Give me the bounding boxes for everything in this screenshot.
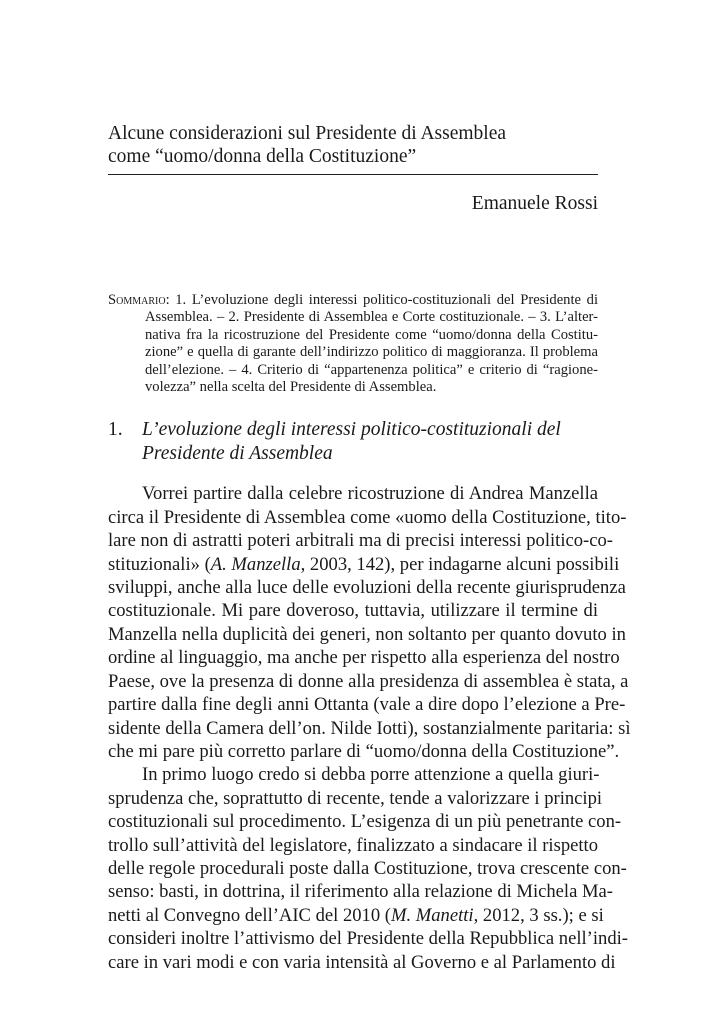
summary-line-2: Assemblea. – 2. Presidente di Assemblea e Corte costituzionale. – 3. L’alter-	[145, 309, 598, 326]
citation-manetti: M. Manetti	[390, 904, 474, 926]
summary-line-1: Sommario: 1. L’evoluzione degli interessi politico-costituzionali del Presidente di	[108, 292, 598, 308]
p1-line-4: stituzionali» (A. Manzella, 2003, 142), per indagarne alcuni possibili	[108, 553, 620, 575]
body-text	[108, 482, 631, 974]
summary-line-4: zione” e quella di garante dell’indirizzo politico di maggioranza. Il problema	[145, 344, 598, 361]
p1-line-9: Paese, ove la presenza di donne alla presidenza di assemblea è stata, a	[108, 670, 629, 692]
summary-label: Sommario:	[108, 292, 170, 308]
p2-line-5: delle regole procedurali poste dalla Costituzione, trova crescente con-	[108, 857, 627, 879]
p1-line-1: Vorrei partire dalla celebre ricostruzione di Andrea Manzella	[142, 483, 598, 505]
summary-line-5: dell’elezione. – 4. Criterio di “appartenenza politica” e criterio di “ragione-	[145, 361, 598, 378]
p2-line-4: trollo sull’attività del legislatore, finalizzato a sindacare il rispetto	[108, 834, 598, 856]
article-title-line-1: Alcune considerazioni sul Presidente di Assemblea	[108, 123, 507, 144]
author-name: Emanuele Rossi	[471, 193, 598, 214]
p2-line-3: costituzionali sul procedimento. L’esigenza di un più penetrante con-	[108, 811, 622, 833]
summary-line-3: nativa fra la ricostruzione del Presidente come “uomo/donna della Costitu-	[145, 326, 598, 343]
article-title-line-2: come “uomo/donna della Costituzione”	[108, 146, 417, 167]
page	[108, 122, 631, 974]
p1-line-7: Manzella nella duplicità dei generi, non soltanto per quanto dovuto in	[108, 623, 626, 645]
title-rule	[108, 174, 598, 175]
p2-line-8: consideri inoltre l’attivismo del Presidente della Repubblica nell’indi-	[108, 928, 628, 950]
p1-line-5: sviluppi, anche alla luce delle evoluzioni della recente giurisprudenza	[108, 577, 626, 599]
section-title: L’evoluzione degli interessi politico-costituzionali del Presidente di Assemblea	[142, 419, 561, 465]
citation-manzella: A. Manzella	[210, 553, 301, 575]
p1-line-10: partire dalla fine degli anni Ottanta (vale a dire dopo l’elezione a Pre-	[108, 694, 626, 716]
p2-line-1: In primo luogo credo si debba porre attenzione a quella giuri-	[142, 764, 600, 786]
p1-line-12: che mi pare più corretto parlare di “uomo/donna della Costituzione”.	[108, 740, 620, 762]
p1-line-2: circa il Presidente di Assemblea come «uomo della Costituzione, tito-	[108, 506, 627, 528]
section-heading	[108, 418, 598, 466]
summary	[108, 292, 598, 396]
paragraph-1	[108, 482, 631, 763]
p2-line-9: care in vari modi e con varia intensità al Governo e al Parlamento di	[108, 951, 616, 973]
paragraph-2	[108, 763, 628, 974]
p1-line-11: sidente della Camera dell’on. Nilde Iotti), sostanzialmente paritaria: sì	[108, 717, 631, 739]
p2-line-7: netti al Convegno dell’AIC del 2010 (M. Manetti, 2012, 3 ss.); e si	[108, 904, 604, 926]
summary-line-6: volezza” nella scelta del Presidente di Assemblea.	[145, 379, 437, 396]
p1-line-8: ordine al linguaggio, ma anche per rispetto alla esperienza del nostro	[108, 647, 620, 669]
p1-line-3: lare non di astratti poteri arbitrali ma di precisi interessi politico-co-	[108, 530, 613, 552]
section-number: 1.	[108, 419, 123, 441]
p2-line-2: sprudenza che, soprattutto di recente, tende a valorizzare i principi	[108, 787, 603, 809]
p1-line-6: costituzionale. Mi pare doveroso, tuttavia, utilizzare il termine di	[108, 600, 598, 622]
p2-line-6: senso: basti, in dottrina, il riferimento alla relazione di Michela Ma-	[108, 881, 613, 903]
article-title	[108, 122, 598, 168]
